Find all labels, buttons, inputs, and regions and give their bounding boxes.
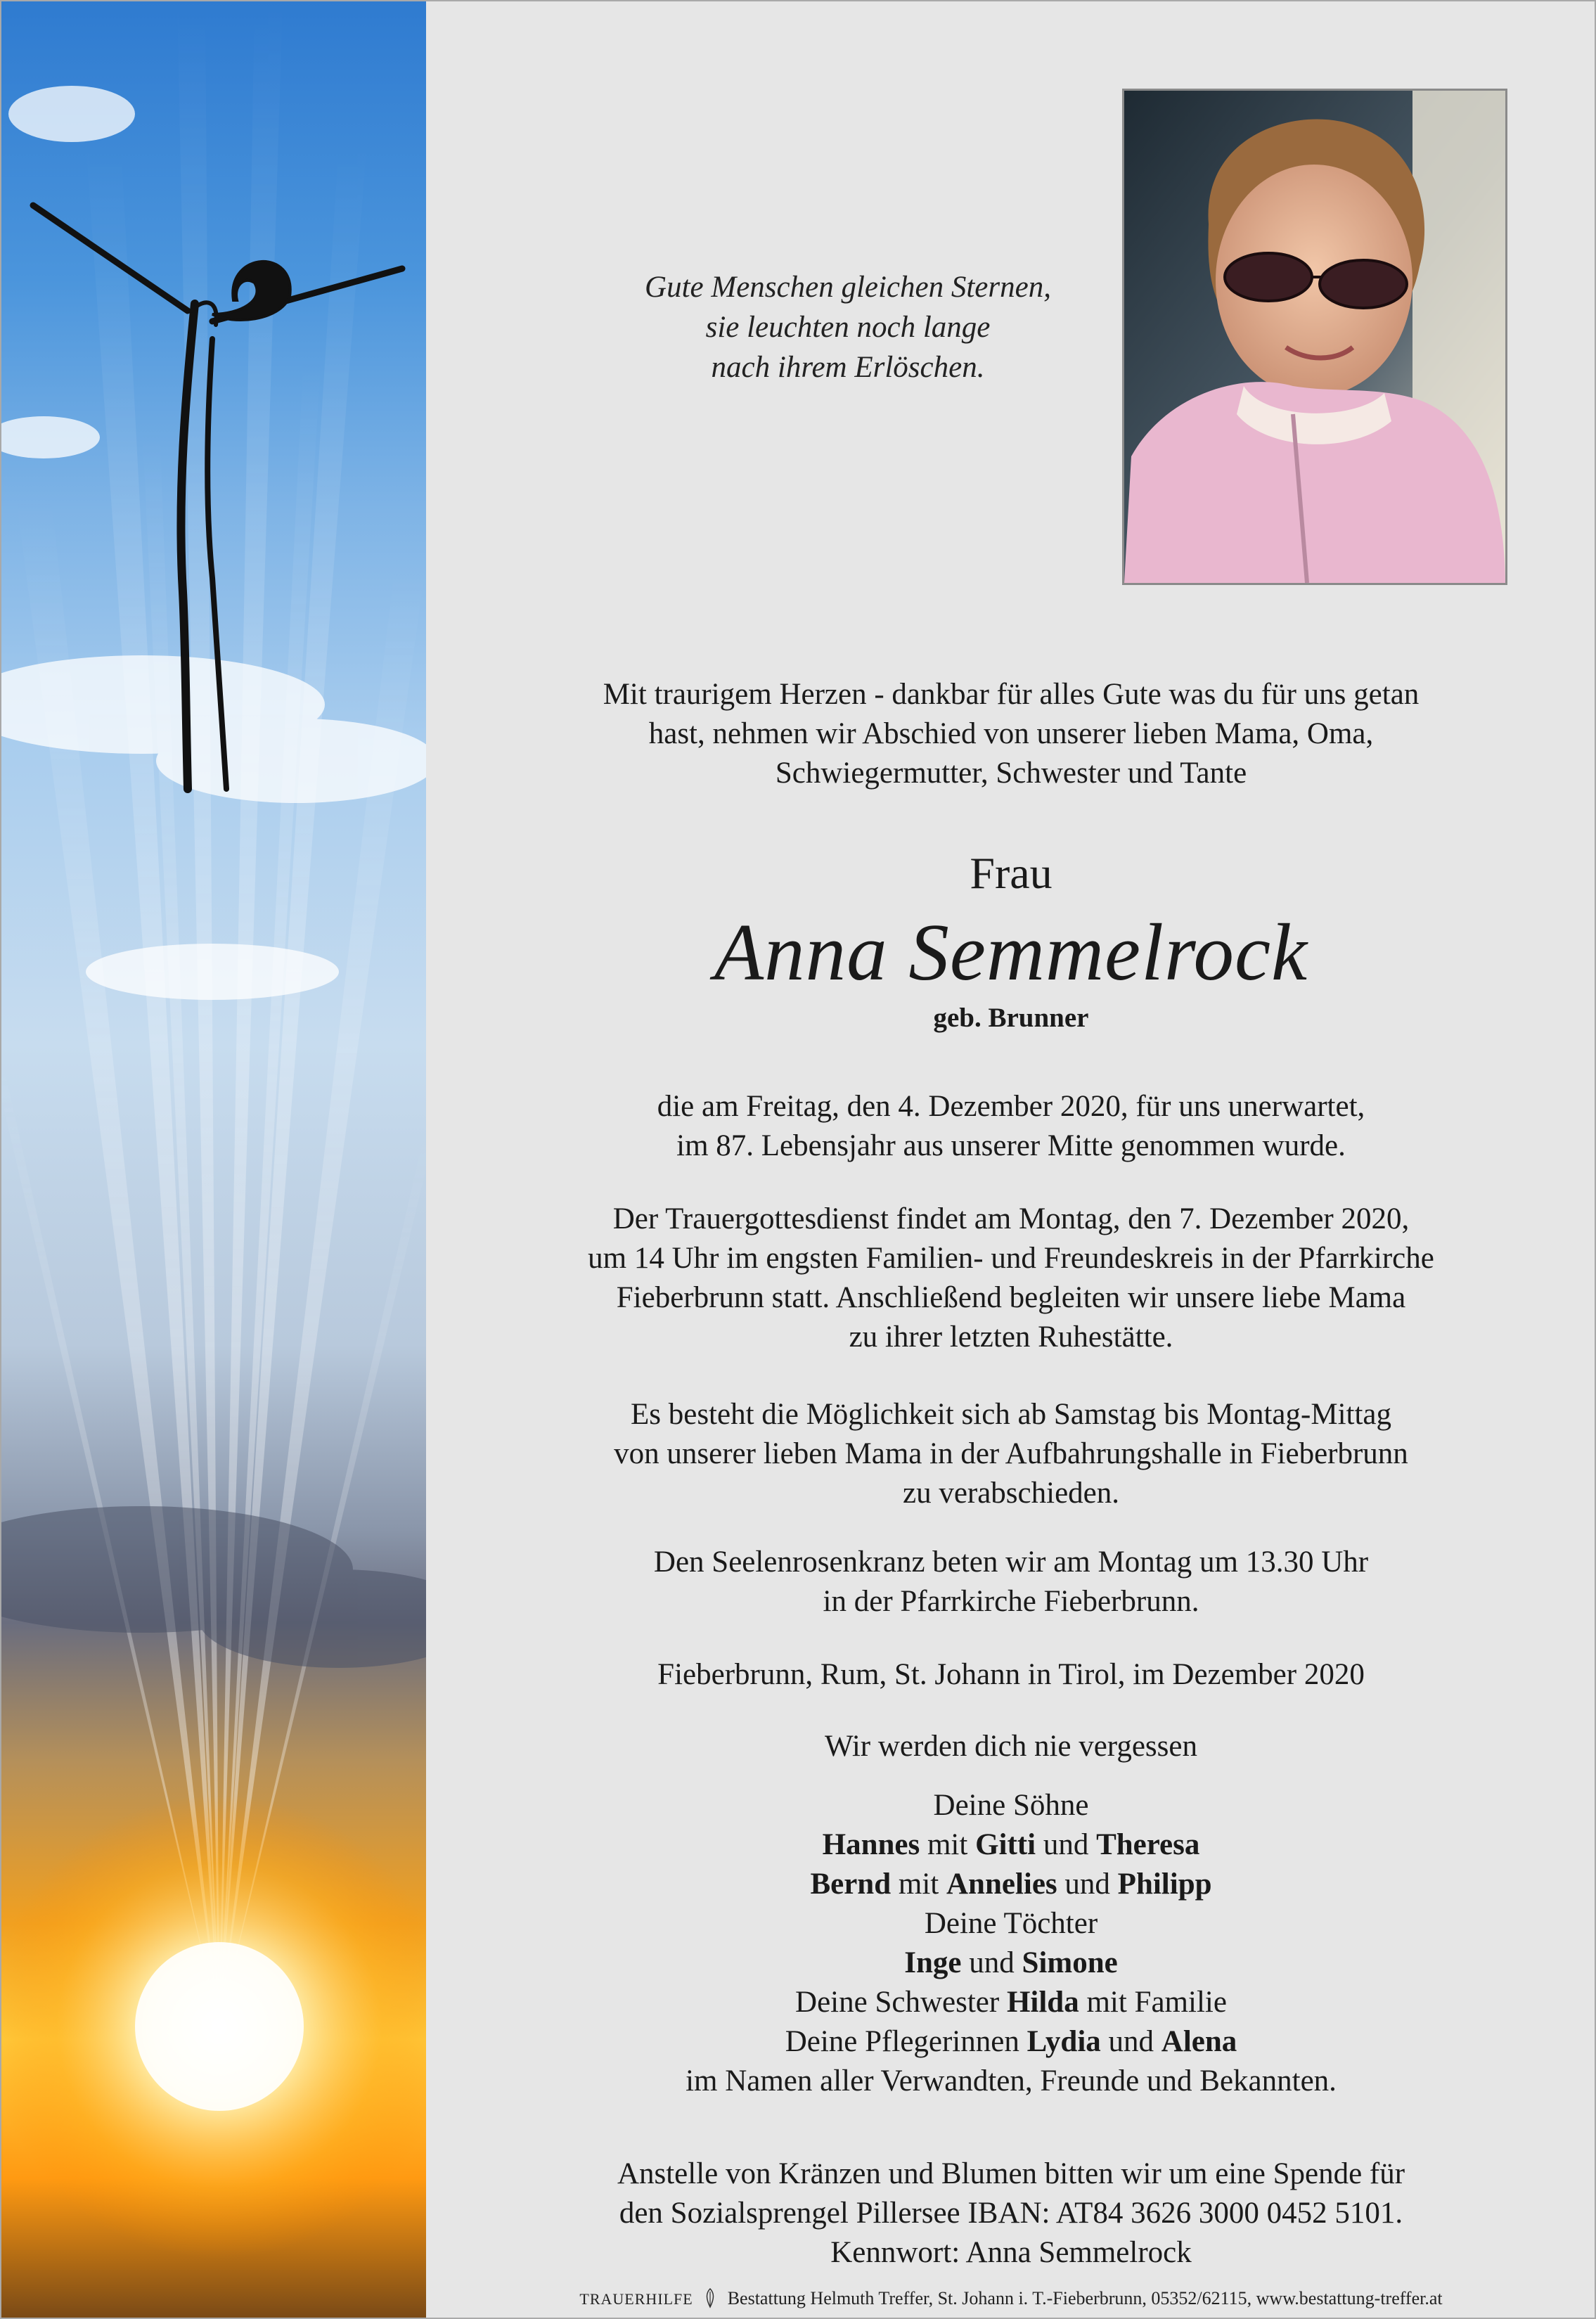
footer-brand: TRAUERHILFE [579,2290,693,2308]
deceased-name: Anna Semmelrock [714,908,1308,997]
son-name: Bernd [810,1868,892,1901]
birth-name: geb. Brunner [933,1003,1089,1033]
salutation: Frau [970,848,1053,898]
service-line: um 14 Uhr im engsten Familien- und Freundeskreis in der Pfarrkirche [588,1242,1434,1275]
memorial-quote [517,267,1178,387]
mourners-list [426,1786,1596,2101]
quote-line: Gute Menschen gleichen Sternen, [645,271,1051,304]
carer-name: Alena [1161,2025,1237,2058]
daughter-name: Simone [1022,1946,1118,1979]
rosary-info [426,1543,1596,1621]
grandchild-name: Philipp [1117,1868,1212,1901]
quote-line: sie leuchten noch lange [705,311,991,344]
death-notice [426,1087,1596,1166]
son-line: Hannes mit Gitti und Theresa [822,1828,1200,1861]
service-line: zu ihrer letzten Ruhestätte. [849,1321,1173,1354]
rosary-line: in der Pfarrkirche Fieberbrunn. [823,1585,1199,1618]
rosary-line: Den Seelenrosenkranz beten wir am Montag um 13.30 Uhr [653,1546,1369,1579]
quote-line: nach ihrem Erlöschen. [711,351,985,384]
viewing-line: Es besteht die Möglichkeit sich ab Samstag bis Montag-Mittag [630,1398,1391,1431]
donation-line: Anstelle von Kränzen und Blumen bitten wir um eine Spende für [617,2157,1405,2190]
farewell-line: Wir werden dich nie vergessen [824,1730,1197,1763]
viewing-line: von unserer lieben Mama in der Aufbahrungshalle in Fieberbrunn [614,1437,1408,1470]
donation-line: Kennwort: Anna Semmelrock [830,2236,1192,2269]
sky-banner-image [1,1,426,2318]
donation-line: den Sozialsprengel Pillersee IBAN: AT84 3626 3000 0452 5101. [619,2197,1403,2230]
daughters-label: Deine Töchter [924,1907,1098,1940]
donation-request [426,2154,1596,2273]
funeral-home-footer [426,2287,1596,2311]
death-notice-line: die am Freitag, den 4. Dezember 2020, für uns unerwartet, [657,1090,1365,1123]
intro-text [426,675,1596,793]
partner-name: Gitti [975,1828,1036,1861]
cross-figure-icon [1,1,426,845]
carer-name: Lydia [1027,2025,1101,2058]
carers-line: Deine Pflegerinnen Lydia und Alena [785,2025,1237,2058]
grandchild-name: Theresa [1096,1828,1200,1861]
service-line: Der Trauergottesdienst findet am Montag, den 7. Dezember 2020, [612,1202,1410,1235]
viewing-info [426,1395,1596,1513]
partner-name: Annelies [946,1868,1057,1901]
obituary-content [426,0,1596,2319]
son-line: Bernd mit Annelies und Philipp [810,1868,1212,1901]
sons-label: Deine Söhne [933,1789,1089,1822]
others-line: im Namen aller Verwandten, Freunde und Bekannten. [686,2064,1337,2098]
intro-line: Mit traurigem Herzen - dankbar für alles Gute was du für uns getan [603,678,1420,711]
service-line: Fieberbrunn statt. Anschließend begleiten wir unsere liebe Mama [616,1281,1406,1314]
portrait-image [1124,91,1505,583]
death-notice-line: im 87. Lebensjahr aus unserer Mitte genommen wurde. [676,1129,1346,1162]
service-info [426,1200,1596,1357]
sister-line: Deine Schwester Hilda mit Familie [795,1986,1227,2019]
funeral-home-logo-icon [702,2287,719,2308]
daughter-name: Inge [904,1946,962,1979]
place-date: Fieberbrunn, Rum, St. Johann in Tirol, im Dezember 2020 [657,1658,1365,1691]
sister-name: Hilda [1006,1986,1079,2019]
intro-line: hast, nehmen wir Abschied von unserer lieben Mama, Oma, [648,717,1374,750]
son-name: Hannes [822,1828,920,1861]
daughters-line: Inge und Simone [904,1946,1118,1979]
portrait-photo [1122,89,1507,585]
footer-text: Bestattung Helmuth Treffer, St. Johann i. T.-Fieberbrunn, 05352/62115, www.bestattung-treffer.at [727,2288,1443,2308]
intro-line: Schwiegermutter, Schwester und Tante [775,757,1247,790]
viewing-line: zu verabschieden. [902,1477,1119,1510]
